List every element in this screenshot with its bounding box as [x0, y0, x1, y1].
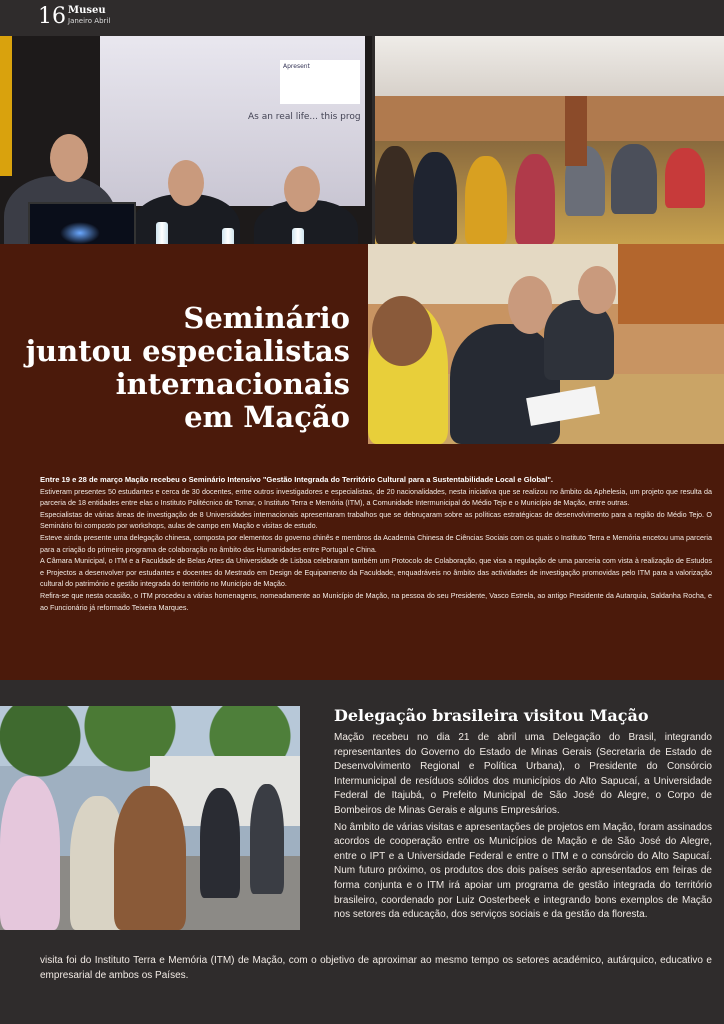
article-paragraph: Estiveram presentes 50 estudantes e cerca de 30 docentes, entre outros investigadores e especialistas, de 20 nacionalidades, nesta iniciativa que se realizou no âmbito da Aphelesia, um projeto que resulta da parceria de 18 entidades entre elas o Instituto Politécnico de Tomar, o Instituto Terra e Memória (ITM), a Comunidade Intermunicipal do Médio Tejo e o Município de Mação, entre outras.: [40, 486, 712, 508]
article-title: [10, 302, 350, 434]
woman-head: [372, 296, 432, 366]
signer-right-head: [578, 266, 616, 314]
audience-member: [665, 148, 705, 208]
page-header: [0, 0, 724, 36]
speaker-left-head: [50, 134, 88, 182]
photo-brazilian-delegation: [0, 706, 300, 930]
water-bottle: [156, 222, 168, 244]
column: [565, 96, 587, 166]
yellow-accent: [0, 36, 12, 176]
slide-logo-box: [280, 60, 360, 104]
brand-name: Museu: [68, 5, 106, 16]
projection-screen: [100, 36, 365, 206]
audience-member: [413, 152, 457, 244]
delegate-suit: [200, 788, 240, 898]
laptop: [28, 202, 136, 244]
article-paragraph: Mação recebeu no dia 21 de abril uma Delegação do Brasil, integrando representantes do Governo do Estado de Minas Gerais (Secretaria de Estado de Desenvolvimento Regional e Política Urbana), o Presidente do Consórcio Intermunicipal de resíduos sólidos dos municípios do Alto Sapucaí, a Universidade Federal de Itajubá, o Prefeito Municipal de São José do Alegre, o Corpo de Bombeiros de Minas Gerais e alguns Empresários.: [334, 732, 712, 816]
page-number: 16: [38, 4, 66, 29]
article-delegation-title: Delegação brasileira visitou Mação: [334, 706, 649, 725]
title-line: Seminário: [183, 301, 350, 335]
delegate-suit: [250, 784, 284, 894]
title-line: em Mação: [184, 400, 350, 434]
article-delegation-body: [334, 731, 712, 923]
auditorium-wall: [375, 96, 724, 141]
audience-member: [465, 156, 507, 244]
photo-panel-speakers: [0, 36, 372, 244]
speaker-middle-head: [168, 160, 204, 206]
water-bottle: [292, 228, 304, 244]
slide-text-1: Apresent: [283, 63, 310, 70]
article-paragraph: No âmbito de várias visitas e apresentações de projetos em Mação, foram assinados acordos de cooperação entre os Municípios de Mação e de São José do Alegre, entre o IPT e a Universidade Federal e entre o ITM e o consórcio do Alto Sapucaí. Num futuro próximo, os produtos dos dois países serão apresentados em feiras de forma conjunta e o ITM irá apoiar um programa de gestão integrada do território brasileiro, coordenado por Luiz Oosterbeek e integrando bons exemplos de Mação nos setores da educação, dos serviços sociais e da gestão da floresta.: [334, 821, 712, 921]
title-line: internacionais: [115, 367, 350, 401]
brand-issue: Janeiro Abril: [68, 17, 111, 25]
magazine-brand: [68, 6, 110, 26]
photo-protocol-signing: [368, 244, 724, 444]
article-lead: Entre 19 e 28 de março Mação recebeu o Seminário Intensivo "Gestão Integrada do Território Cultural para a Sustentabilidade Local e Global".: [40, 475, 554, 484]
audience-member: [375, 146, 415, 244]
audience-member: [515, 154, 555, 244]
title-line: juntou especialistas: [25, 334, 350, 368]
water-bottle: [222, 228, 234, 244]
delegate-pink-shirt: [0, 776, 60, 930]
delegate-brown-coat: [114, 786, 186, 930]
room-door: [618, 244, 724, 324]
article-seminar-body: [40, 474, 712, 613]
article-paragraph: Refira-se que nesta ocasião, o ITM procedeu a várias homenagens, nomeadamente ao Município de Mação, na pessoa do seu Presidente, Vasco Estrela, ao antigo Presidente da Autarquia, Saldanha Rocha, e ao Funcionário já reformado Teixeira Marques.: [40, 590, 712, 612]
photo-audience: [375, 36, 724, 244]
article-paragraph: A Câmara Municipal, o ITM e a Faculdade de Belas Artes da Universidade de Lisboa celebraram também um Protocolo de Colaboração, que visa a regulação de uma parceria com vista à realização de Estudos e Projectos a desenvolver por estudantes e docentes do Mestrado em Design de Equipamento da Faculdade, enquadráveis no âmbito das actividades de investigação promovidas pelo ITM para a valorização cultural do património e gestão integrada do território no Município de Mação.: [40, 556, 712, 589]
audience-member: [611, 144, 657, 214]
article-paragraph: Especialistas de várias áreas de investigação de 8 Universidades internacionais apresentaram trabalhos que se debruçaram sobre as políticas estratégicas de desenvolvimento para a região do Médio Tejo. O Seminário foi composto por workshops, aulas de campo em Mação e visitas de estudo.: [40, 509, 712, 531]
speaker-right-head: [284, 166, 320, 212]
auditorium-ceiling: [375, 36, 724, 96]
article-paragraph: Esteve ainda presente uma delegação chinesa, composta por elementos do governo chinês e membros da Academia Chinesa de Ciências Sociais com os quais o Instituto Terra e Memória encetou uma parceria para a criação do primeiro programa de colaboração no âmbito das Humanidades entre Portugal e China.: [40, 532, 712, 554]
article-delegation-continuation: visita foi do Instituto Terra e Memória (ITM) de Mação, com o objetivo de aproximar ao mesmo tempo os setores académico, autárquico, educativo e empresarial de ambos os Países.: [40, 955, 712, 981]
slide-text-2: As an real life... this prog: [248, 112, 361, 122]
